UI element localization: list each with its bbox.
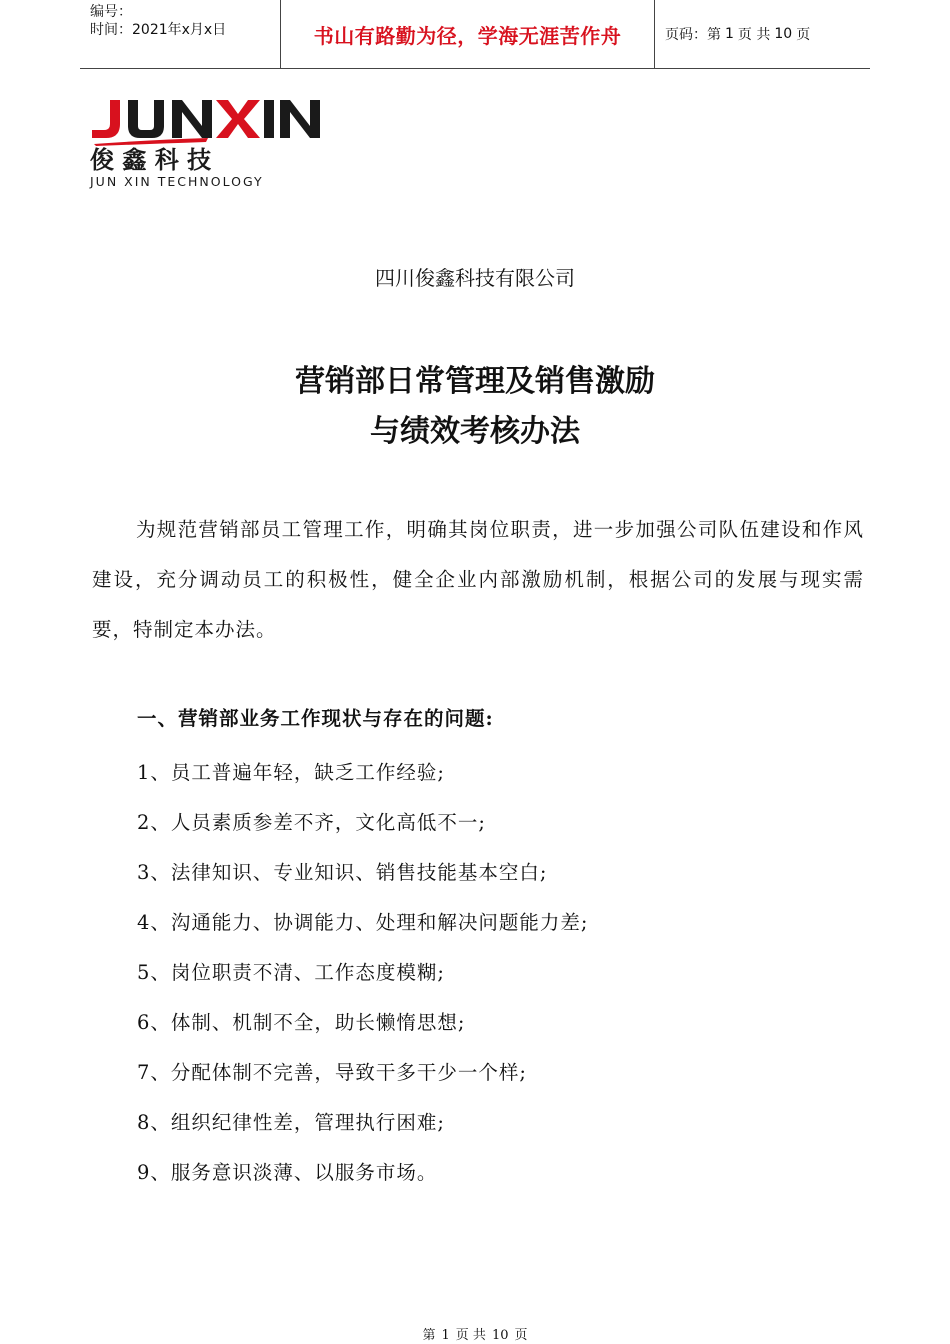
intro-paragraph: 为规范营销部员工管理工作，明确其岗位职责，进一步加强公司队伍建设和作风建设，充分调动员工的积极性，健全企业内部激励机制，根据公司的发展与现实需要，特制定本办法。 xyxy=(92,518,864,641)
header-motto: 书山有路勤为径，学海无涯苦作舟 xyxy=(281,0,655,68)
footer-total: 10 xyxy=(491,1328,509,1343)
page-prefix: 页码：第 xyxy=(665,27,721,43)
problem-list xyxy=(137,748,588,1198)
list-item: 2、人员素质参差不齐，文化高低不一; xyxy=(137,811,486,834)
time-label: 时间： xyxy=(90,22,132,38)
page-mid: 页 共 xyxy=(737,27,771,43)
number-label: 编号： xyxy=(90,4,132,20)
list-item: 9、服务意识淡薄、以服务市场。 xyxy=(137,1161,438,1184)
list-item: 5、岗位职责不清、工作态度模糊; xyxy=(137,961,445,984)
header-meta xyxy=(80,0,281,68)
document-title-line1: 营销部日常管理及销售激励 xyxy=(295,364,655,399)
page-suffix: 页 xyxy=(796,27,811,43)
time-value: 2021年x月x日 xyxy=(132,22,227,38)
page-total: 10 xyxy=(774,26,793,42)
logo-brand-en: JUN XIN TECHNOLOGY xyxy=(90,174,264,189)
time-line xyxy=(90,21,280,39)
page-header xyxy=(80,0,870,69)
list-item: 4、沟通能力、协调能力、处理和解决问题能力差; xyxy=(137,911,589,934)
company-logo xyxy=(88,94,328,190)
footer-current: 1 xyxy=(441,1328,450,1343)
page-current: 1 xyxy=(725,26,734,42)
junxin-logo-icon xyxy=(88,94,328,190)
list-item: 8、组织纪律性差，管理执行困难; xyxy=(137,1111,445,1134)
header-page-info xyxy=(655,0,870,68)
list-item: 6、体制、机制不全，助长懒惰思想; xyxy=(137,1011,466,1034)
company-name: 四川俊鑫科技有限公司 xyxy=(375,266,575,290)
footer-prefix: 第 xyxy=(422,1328,436,1343)
document-title-line2: 与绩效考核办法 xyxy=(370,414,580,449)
section-heading: 一、营销部业务工作现状与存在的问题: xyxy=(137,707,494,730)
page-footer xyxy=(0,1324,950,1343)
footer-suffix: 页 xyxy=(514,1328,528,1343)
list-item: 3、法律知识、专业知识、销售技能基本空白; xyxy=(137,861,548,884)
footer-mid: 页 共 xyxy=(455,1328,486,1343)
list-item: 1、员工普遍年轻，缺乏工作经验; xyxy=(137,761,445,784)
logo-brand-cn: 俊 鑫 科 技 xyxy=(90,146,212,174)
list-item: 7、分配体制不完善，导致干多干少一个样; xyxy=(137,1061,527,1084)
